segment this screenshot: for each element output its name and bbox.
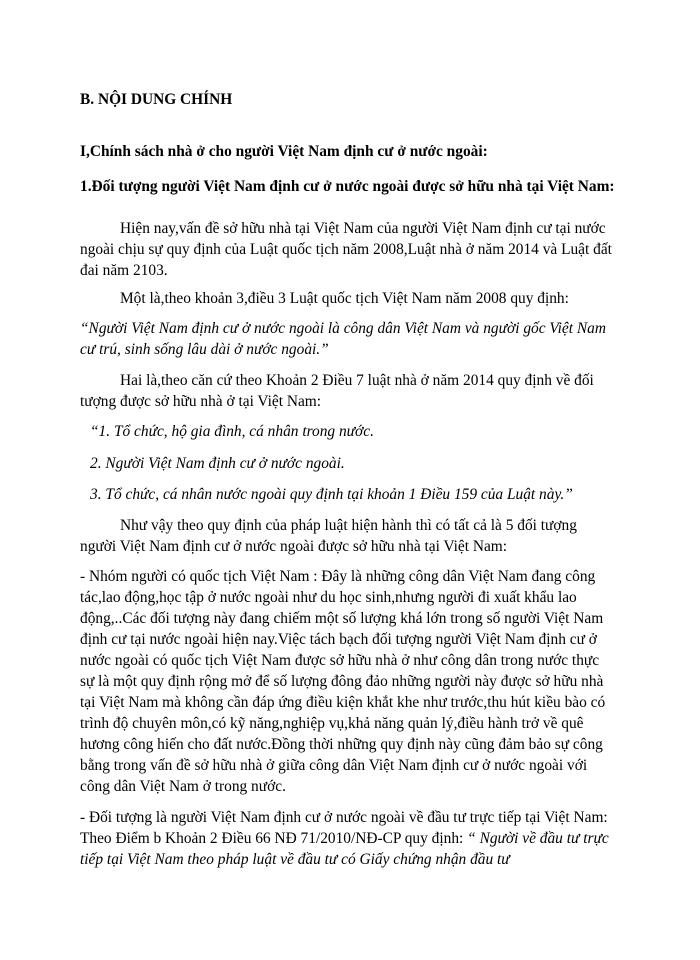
second-point-paragraph: Hai là,theo căn cứ theo Khoản 2 Điều 7 luật nhà ở năm 2014 quy định về đối tượng được sở hữu nhà ở tại Việt Nam: [80, 372, 594, 410]
list-item: “1. Tổ chức, hộ gia đình, cá nhân trong nước. [90, 423, 374, 440]
intro-paragraph: Hiện nay,vấn đề sở hữu nhà tại Việt Nam của người Việt Nam định cư tại nước ngoài chịu sự quy định của Luật quốc tịch năm 2008,Luật nhà ở năm 2014 và Luật đất đai năm 2103. [80, 220, 612, 279]
first-point-quote: “Người Việt Nam định cư ở nước ngoài là công dân Việt Nam và người gốc Việt Nam cư trú, sinh sống lâu dài ở nước ngoài.” [80, 320, 606, 358]
summary-paragraph: Như vậy theo quy định của pháp luật hiện hành thì có tất cả là 5 đối tượng người Việt Nam định cư ở nước ngoài được sở hữu nhà tại Việt Nam: [80, 517, 577, 555]
main-heading: B. NỘI DUNG CHÍNH [80, 91, 233, 108]
group2-paragraph [80, 807, 616, 870]
group2-quote: “ Người về đầu tư trực tiếp tại Việt Nam theo pháp luật về đầu tư có Giấy chứng nhận đầu tư [80, 830, 609, 868]
group2-text: - Đối tượng là người Việt Nam định cư ở nước ngoài về đầu tư trực tiếp tại Việt Nam: Theo Điểm b Khoản 2 Điều 66 NĐ 71/2010/NĐ-CP quy định: [80, 809, 608, 847]
group1-paragraph: - Nhóm người có quốc tịch Việt Nam : Đây là những công dân Việt Nam đang công tác,lao động,học tập ở nước ngoài như du học sinh,nhưng người đi xuất khẩu lao động,..Các đối tượng này đang chiếm một số lượng khá lớn trong số người Việt Nam định cư tại nước ngoài hiện nay.Việc tách bạch đối tượng người Việt Nam định cư ở nước ngoài có quốc tịch Việt Nam được sở hữu nhà ở như công dân trong nước thực sự là một quy định rộng mở để số lượng đông đảo những người này được sở hữu nhà tại Việt Nam mà không cần đáp ứng điều kiện khắt khe như trước,thu hút kiều bào có trình độ chuyên môn,có kỹ năng,nghiệp vụ,khả năng quản lý,điều hành trở về quê hương công hiến cho đất nước.Đồng thời những quy định này cũng đảm bảo sự công bằng trong vấn đề sở hữu nhà ở giữa công dân Việt Nam định cư ở nước ngoài với công dân Việt Nam ở trong nước. [80, 568, 606, 795]
list-item: 2. Người Việt Nam định cư ở nước ngoài. [90, 455, 345, 472]
section-heading: I,Chính sách nhà ở cho người Việt Nam định cư ở nước ngoài: [80, 143, 488, 160]
first-point-paragraph: Một là,theo khoản 3,điều 3 Luật quốc tịch Việt Nam năm 2008 quy định: [120, 290, 569, 307]
subsection-heading: 1.Đối tượng người Việt Nam định cư ở nước ngoài được sở hữu nhà tại Việt Nam: [80, 178, 615, 195]
list-item: 3. Tổ chức, cá nhân nước ngoài quy định tại khoản 1 Điều 159 của Luật này.” [90, 486, 573, 503]
